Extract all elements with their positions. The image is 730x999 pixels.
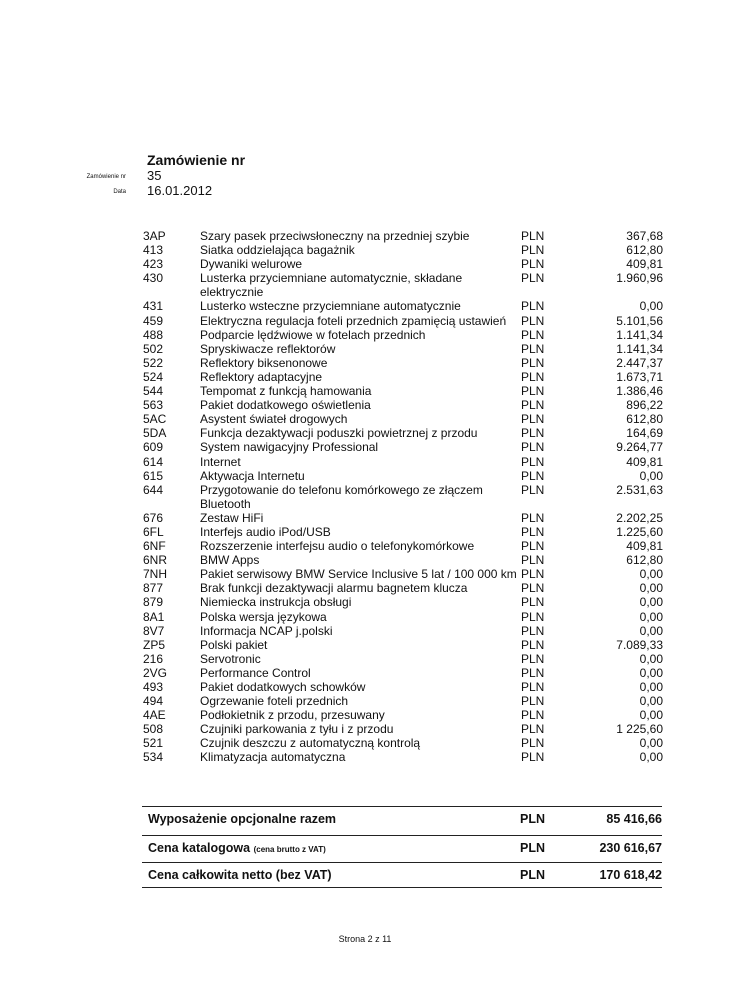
option-description: Siatka oddzielająca bagażnik <box>200 243 355 258</box>
option-row <box>143 426 663 440</box>
option-description: Reflektory adaptacyjne <box>200 369 323 384</box>
option-currency: PLN <box>521 623 545 638</box>
option-code: 534 <box>143 750 164 765</box>
option-price: 612,80 <box>626 243 663 258</box>
option-row <box>143 455 663 469</box>
option-price: 0,00 <box>639 665 663 680</box>
option-row <box>143 271 663 299</box>
option-currency: PLN <box>521 722 545 737</box>
option-price: 0,00 <box>639 609 663 624</box>
option-description: Rozszerzenie interfejsu audio o telefonykomórkowe <box>200 539 475 554</box>
option-price: 1.386,46 <box>616 384 663 399</box>
option-price: 612,80 <box>626 412 663 427</box>
option-description: Funkcja dezaktywacji poduszki powietrznej z przodu <box>200 426 478 441</box>
option-code: 4AE <box>143 708 166 723</box>
option-currency: PLN <box>521 341 545 356</box>
option-currency: PLN <box>521 736 545 751</box>
option-currency: PLN <box>521 595 545 610</box>
option-row <box>143 553 663 567</box>
option-description: Tempomat z funkcją hamowania <box>200 384 372 399</box>
option-currency: PLN <box>521 553 545 568</box>
option-row <box>143 539 663 553</box>
order-number-label: Zamówienie nr <box>86 174 126 180</box>
option-code: 7NH <box>143 567 168 582</box>
option-currency: PLN <box>521 665 545 680</box>
option-code: 563 <box>143 398 164 413</box>
option-row <box>143 257 663 271</box>
options-total-currency: PLN <box>520 812 545 826</box>
option-row <box>143 356 663 370</box>
option-code: 6NR <box>143 553 168 568</box>
option-description: Polska wersja językowa <box>200 609 327 624</box>
option-description: Brak funkcji dezaktywacji alarmu bagnetem klucza <box>200 581 468 596</box>
catalog-price-label: Cena katalogowa <box>148 841 251 855</box>
option-description: Performance Control <box>200 665 311 680</box>
option-description: Szary pasek przeciwsłoneczny na przedniej szybie <box>200 229 470 243</box>
option-currency: PLN <box>521 567 545 582</box>
option-currency: PLN <box>521 454 545 469</box>
option-currency: PLN <box>521 440 545 455</box>
option-code: 544 <box>143 384 164 399</box>
option-description: Pakiet dodatkowych schowków <box>200 680 366 694</box>
option-currency: PLN <box>521 539 545 554</box>
option-row <box>143 299 663 313</box>
option-description: Informacja NCAP j.polski <box>200 623 333 638</box>
option-code: 2VG <box>143 665 168 680</box>
option-description: Czujnik deszczu z automatyczną kontrolą <box>200 736 421 751</box>
option-row <box>143 708 663 722</box>
option-code: 413 <box>143 243 164 258</box>
option-row <box>143 750 663 764</box>
option-row <box>143 666 663 680</box>
option-description: Niemiecka instrukcja obsługi <box>200 595 352 610</box>
option-description: Przygotowanie do telefonu komórkowego ze złączem Bluetooth <box>200 482 483 511</box>
option-currency: PLN <box>521 369 545 384</box>
option-description: System nawigacyjny Professional <box>200 440 379 455</box>
option-row <box>143 736 663 750</box>
option-price: 7.089,33 <box>616 637 663 652</box>
option-price: 1.225,60 <box>616 524 663 539</box>
option-description: Pakiet serwisowy BMW Service Inclusive 5 lat / 100 000 km <box>200 567 517 582</box>
option-price: 0,00 <box>639 708 663 723</box>
option-row <box>143 412 663 426</box>
option-price: 0,00 <box>639 694 663 709</box>
option-currency: PLN <box>521 651 545 666</box>
net-price-currency: PLN <box>520 868 545 882</box>
option-currency: PLN <box>521 313 545 328</box>
option-row <box>143 652 663 666</box>
catalog-price-note: (cena brutto z VAT) <box>253 845 326 854</box>
option-row <box>143 722 663 736</box>
option-price: 0,00 <box>639 581 663 596</box>
option-description: BMW Apps <box>200 553 260 568</box>
date-label: Data <box>113 189 126 195</box>
option-row <box>143 398 663 412</box>
option-code: 8A1 <box>143 609 165 624</box>
option-price: 1.960,96 <box>616 271 663 286</box>
option-code: 676 <box>143 510 164 525</box>
net-price-value: 170 618,42 <box>599 868 662 882</box>
option-description: Podłokietnik z przodu, przesuwany <box>200 708 385 723</box>
option-currency: PLN <box>521 243 545 258</box>
option-code: 5AC <box>143 412 167 427</box>
option-price: 0,00 <box>639 651 663 666</box>
option-price: 409,81 <box>626 257 663 272</box>
option-row <box>143 595 663 609</box>
option-description: Lusterka przyciemniane automatycznie, składane elektrycznie <box>200 271 463 300</box>
option-code: 431 <box>143 299 164 314</box>
option-currency: PLN <box>521 524 545 539</box>
option-currency: PLN <box>521 708 545 723</box>
option-description: Servotronic <box>200 651 261 666</box>
option-price: 1.141,34 <box>616 327 663 342</box>
option-price: 164,69 <box>626 426 663 441</box>
option-currency: PLN <box>521 355 545 370</box>
option-currency: PLN <box>521 327 545 342</box>
option-price: 409,81 <box>626 454 663 469</box>
option-price: 2.202,25 <box>616 510 663 525</box>
option-description: Reflektory biksenonowe <box>200 355 328 370</box>
option-code: 615 <box>143 468 164 483</box>
option-code: 879 <box>143 595 164 610</box>
option-currency: PLN <box>521 299 545 314</box>
option-code: 6NF <box>143 539 166 554</box>
option-row <box>143 370 663 384</box>
option-description: Lusterko wsteczne przyciemniane automatycznie <box>200 299 461 314</box>
option-description: Spryskiwacze reflektorów <box>200 341 336 356</box>
option-row <box>143 229 663 243</box>
option-currency: PLN <box>521 468 545 483</box>
order-number-value: 35 <box>147 168 162 183</box>
option-currency: PLN <box>521 609 545 624</box>
option-row <box>143 638 663 652</box>
option-description: Ogrzewanie foteli przednich <box>200 694 349 709</box>
option-price: 0,00 <box>639 680 663 694</box>
option-price: 0,00 <box>639 299 663 314</box>
option-currency: PLN <box>521 271 545 286</box>
page-title: Zamówienie nr <box>147 152 246 168</box>
option-currency: PLN <box>521 398 545 413</box>
option-row <box>143 314 663 328</box>
option-currency: PLN <box>521 680 545 694</box>
option-description: Aktywacja Internetu <box>200 468 305 483</box>
option-currency: PLN <box>521 384 545 399</box>
option-currency: PLN <box>521 257 545 272</box>
option-row <box>143 525 663 539</box>
option-price: 0,00 <box>639 623 663 638</box>
option-code: 609 <box>143 440 164 455</box>
option-price: 1.673,71 <box>616 369 663 384</box>
option-currency: PLN <box>521 482 545 497</box>
option-row <box>143 567 663 581</box>
options-list <box>143 229 663 765</box>
option-row <box>143 610 663 624</box>
option-code: 494 <box>143 694 164 709</box>
option-code: 5DA <box>143 426 167 441</box>
option-row <box>143 384 663 398</box>
option-row <box>143 342 663 356</box>
option-code: 488 <box>143 327 164 342</box>
option-code: 502 <box>143 341 164 356</box>
option-price: 612,80 <box>626 553 663 568</box>
catalog-price-label-group <box>142 841 520 855</box>
net-price-label: Cena całkowita netto (bez VAT) <box>148 868 332 882</box>
options-total-row <box>142 806 662 831</box>
option-description: Dywaniki welurowe <box>200 257 303 272</box>
option-code: 521 <box>143 736 164 751</box>
option-price: 5.101,56 <box>616 313 663 328</box>
option-price: 0,00 <box>639 736 663 751</box>
options-total-label: Wyposażenie opcjonalne razem <box>148 812 337 826</box>
option-price: 409,81 <box>626 539 663 554</box>
option-currency: PLN <box>521 581 545 596</box>
option-price: 896,22 <box>626 398 663 413</box>
option-description: Asystent świateł drogowych <box>200 412 348 427</box>
option-code: 877 <box>143 581 164 596</box>
option-code: 430 <box>143 271 164 286</box>
net-price-row <box>142 862 662 888</box>
option-row <box>143 328 663 342</box>
option-code: 3AP <box>143 229 166 243</box>
option-currency: PLN <box>521 229 545 243</box>
option-row <box>143 440 663 454</box>
option-currency: PLN <box>521 637 545 652</box>
option-code: 644 <box>143 482 164 497</box>
option-price: 0,00 <box>639 468 663 483</box>
option-code: 614 <box>143 454 164 469</box>
option-price: 0,00 <box>639 567 663 582</box>
option-description: Polski pakiet <box>200 637 268 652</box>
option-price: 2.531,63 <box>616 482 663 497</box>
option-price: 1.141,34 <box>616 341 663 356</box>
option-currency: PLN <box>521 412 545 427</box>
totals-table <box>142 806 662 888</box>
option-price: 0,00 <box>639 750 663 765</box>
option-price: 367,68 <box>626 229 663 243</box>
option-code: 459 <box>143 313 164 328</box>
option-code: 6FL <box>143 524 164 539</box>
option-row <box>143 624 663 638</box>
option-description: Podparcie lędźwiowe w fotelach przednich <box>200 327 426 342</box>
page-number: Strona 2 z 11 <box>338 934 392 944</box>
option-currency: PLN <box>521 694 545 709</box>
options-total-value: 85 416,66 <box>606 812 662 826</box>
option-description: Pakiet dodatkowego oświetlenia <box>200 398 371 413</box>
option-code: 216 <box>143 651 164 666</box>
option-code: 8V7 <box>143 623 165 638</box>
option-price: 2.447,37 <box>616 355 663 370</box>
option-price: 0,00 <box>639 595 663 610</box>
option-row <box>143 469 663 483</box>
option-description: Interfejs audio iPod/USB <box>200 524 331 539</box>
option-code: 423 <box>143 257 164 272</box>
option-description: Internet <box>200 454 241 469</box>
option-row <box>143 483 663 511</box>
catalog-price-value: 230 616,67 <box>599 841 662 855</box>
option-description: Elektryczna regulacja foteli przednich zpamięcią ustawień <box>200 313 507 328</box>
option-description: Zestaw HiFi <box>200 510 264 525</box>
option-code: 493 <box>143 680 164 694</box>
option-code: ZP5 <box>143 637 166 652</box>
option-row <box>143 243 663 257</box>
option-description: Klimatyzacja automatyczna <box>200 750 346 765</box>
option-currency: PLN <box>521 750 545 765</box>
option-row <box>143 581 663 595</box>
option-code: 524 <box>143 369 164 384</box>
option-row <box>143 680 663 694</box>
option-currency: PLN <box>521 510 545 525</box>
option-description: Czujniki parkowania z tyłu i z przodu <box>200 722 394 737</box>
option-price: 1 225,60 <box>616 722 663 737</box>
option-code: 508 <box>143 722 164 737</box>
date-value: 16.01.2012 <box>147 183 213 198</box>
option-currency: PLN <box>521 426 545 441</box>
catalog-price-currency: PLN <box>520 841 545 855</box>
option-row <box>143 511 663 525</box>
catalog-price-row <box>142 835 662 860</box>
option-row <box>143 694 663 708</box>
option-price: 9.264,77 <box>616 440 663 455</box>
option-code: 522 <box>143 355 164 370</box>
